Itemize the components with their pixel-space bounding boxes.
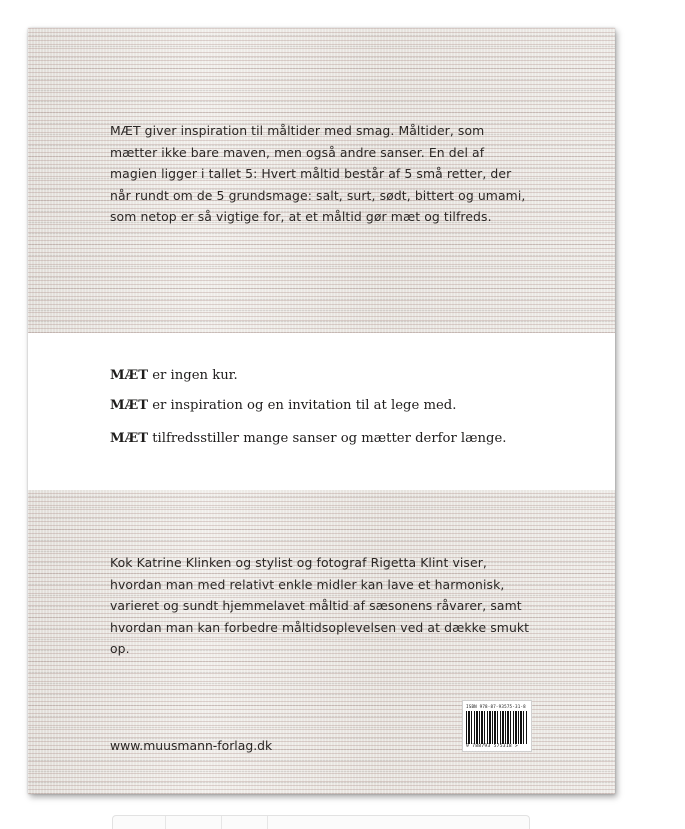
tagline-1-text: er ingen kur. — [148, 368, 238, 383]
viewer-thumbnail-strip[interactable] — [112, 815, 530, 829]
intro-paragraph: MÆT giver inspiration til måltider med smag. Måltider, som mætter ikke bare maven, men også andre sanser. En del af magien ligger i tallet 5: Hvert måltid består af 5 små retter, der når rundt om de 5 grundsmage: salt, surt, sødt, bittert og umami, som netop er så vigtige for, at et måltid gør mæt og tilfreds. — [110, 123, 526, 224]
tagline-3-bold: MÆT — [110, 431, 149, 446]
tagline-2-text: er inspiration og en invitation til at lege med. — [148, 398, 457, 413]
tagline-1-bold: MÆT — [110, 368, 149, 383]
book-back-cover — [28, 28, 615, 794]
outro-paragraph: Kok Katrine Klinken og stylist og fotograf Rigetta Klint viser, hvordan man med relativt enkle midler kan lave et harmonisk, varieret og sundt hjemmelavet måltid af sæsonens råvarer, samt hvordan man kan forbedre måltidsoplevelsen ved at dække smukt op. — [110, 555, 530, 656]
tagline-3-text: tilfredsstiller mange sanser og mætter derfor længe. — [148, 431, 507, 446]
viewer-strip-segment[interactable] — [113, 816, 166, 829]
isbn-label: ISBN 978-87-93575-31-8 — [466, 704, 526, 709]
viewer-strip-segment[interactable] — [165, 816, 222, 829]
tagline-3 — [110, 431, 506, 446]
viewer-strip-segment[interactable] — [221, 816, 268, 829]
tagline-1 — [110, 368, 238, 383]
tagline-2 — [110, 398, 456, 413]
barcode-bars — [466, 711, 528, 744]
tagline-2-bold: MÆT — [110, 398, 149, 413]
publisher-website: www.muusmann-forlag.dk — [110, 738, 273, 753]
barcode-number: 9 788793 575318 > — [466, 744, 519, 749]
isbn-barcode — [462, 700, 532, 752]
